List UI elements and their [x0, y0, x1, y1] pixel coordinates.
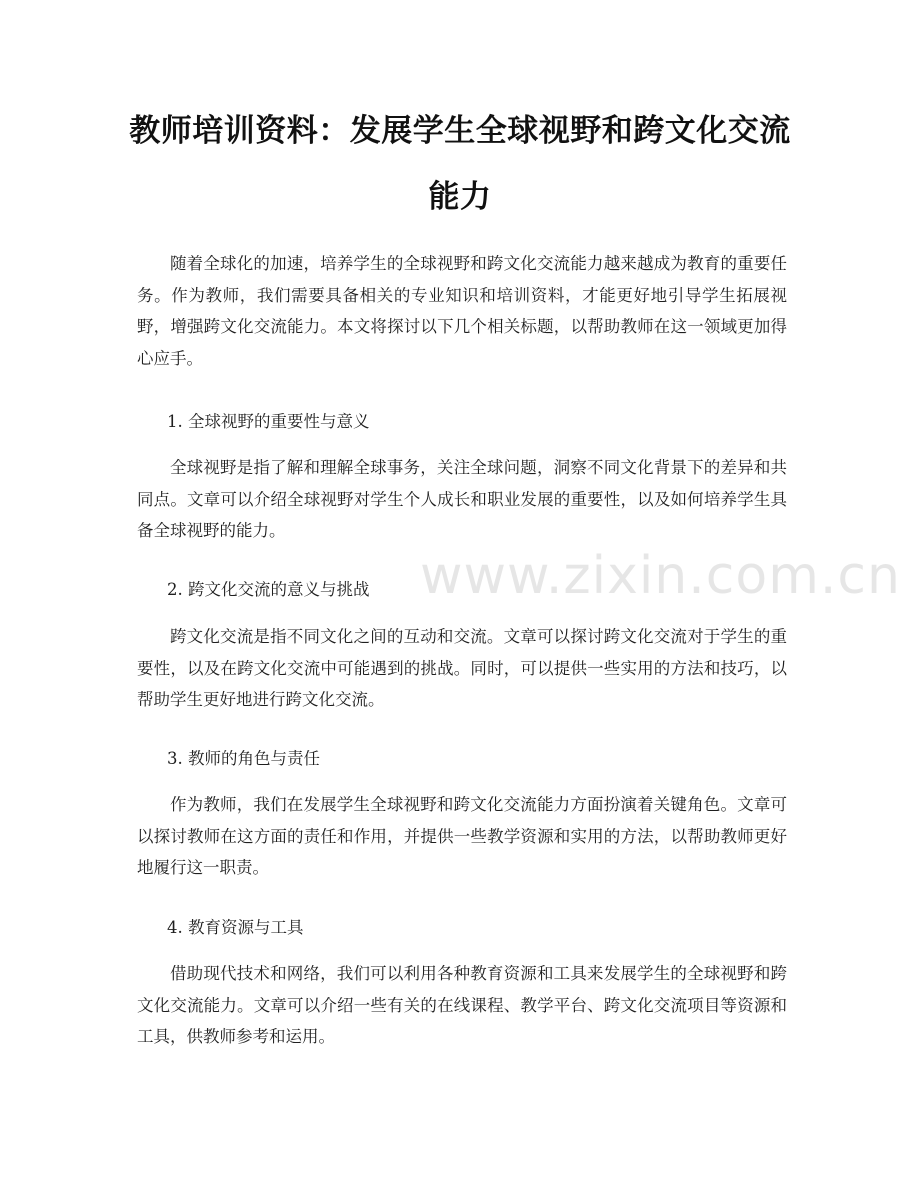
section-body-4: 借助现代技术和网络，我们可以利用各种教育资源和工具来发展学生的全球视野和跨文化交流能力。文章可以介绍一些有关的在线课程、教学平台、跨文化交流项目等资源和工具，供教师参考和运用。 [137, 964, 787, 1046]
section-body-2: 跨文化交流是指不同文化之间的互动和交流。文章可以探讨跨文化交流对于学生的重要性，以及在跨文化交流中可能遇到的挑战。同时，可以提供一些实用的方法和技巧，以帮助学生更好地进行跨文化交流。 [137, 627, 787, 709]
document-title: 教师培训资料：发展学生全球视野和跨文化交流能力 [129, 113, 791, 215]
section-heading-2: 2. 跨文化交流的意义与挑战 [167, 580, 370, 599]
section-body-1: 全球视野是指了解和理解全球事务，关注全球问题，洞察不同文化背景下的差异和共同点。文章可以介绍全球视野对学生个人成长和职业发展的重要性，以及如何培养学生具备全球视野的能力。 [137, 458, 787, 540]
section-heading-4: 4. 教育资源与工具 [167, 918, 304, 937]
section-body-3: 作为教师，我们在发展学生全球视野和跨文化交流能力方面扮演着关键角色。文章可以探讨教师在这方面的责任和作用，并提供一些教学资源和实用的方法，以帮助教师更好地履行这一职责。 [137, 795, 787, 877]
intro-paragraph: 随着全球化的加速，培养学生的全球视野和跨文化交流能力越来越成为教育的重要任务。作为教师，我们需要具备相关的专业知识和培训资料，才能更好地引导学生拓展视野，增强跨文化交流能力。本文将探讨以下几个相关标题，以帮助教师在这一领域更加得心应手。 [137, 254, 787, 368]
section-heading-1: 1. 全球视野的重要性与意义 [167, 412, 370, 431]
watermark: www.zixin.com.cn [420, 546, 901, 606]
section-heading-3: 3. 教师的角色与责任 [167, 749, 320, 768]
